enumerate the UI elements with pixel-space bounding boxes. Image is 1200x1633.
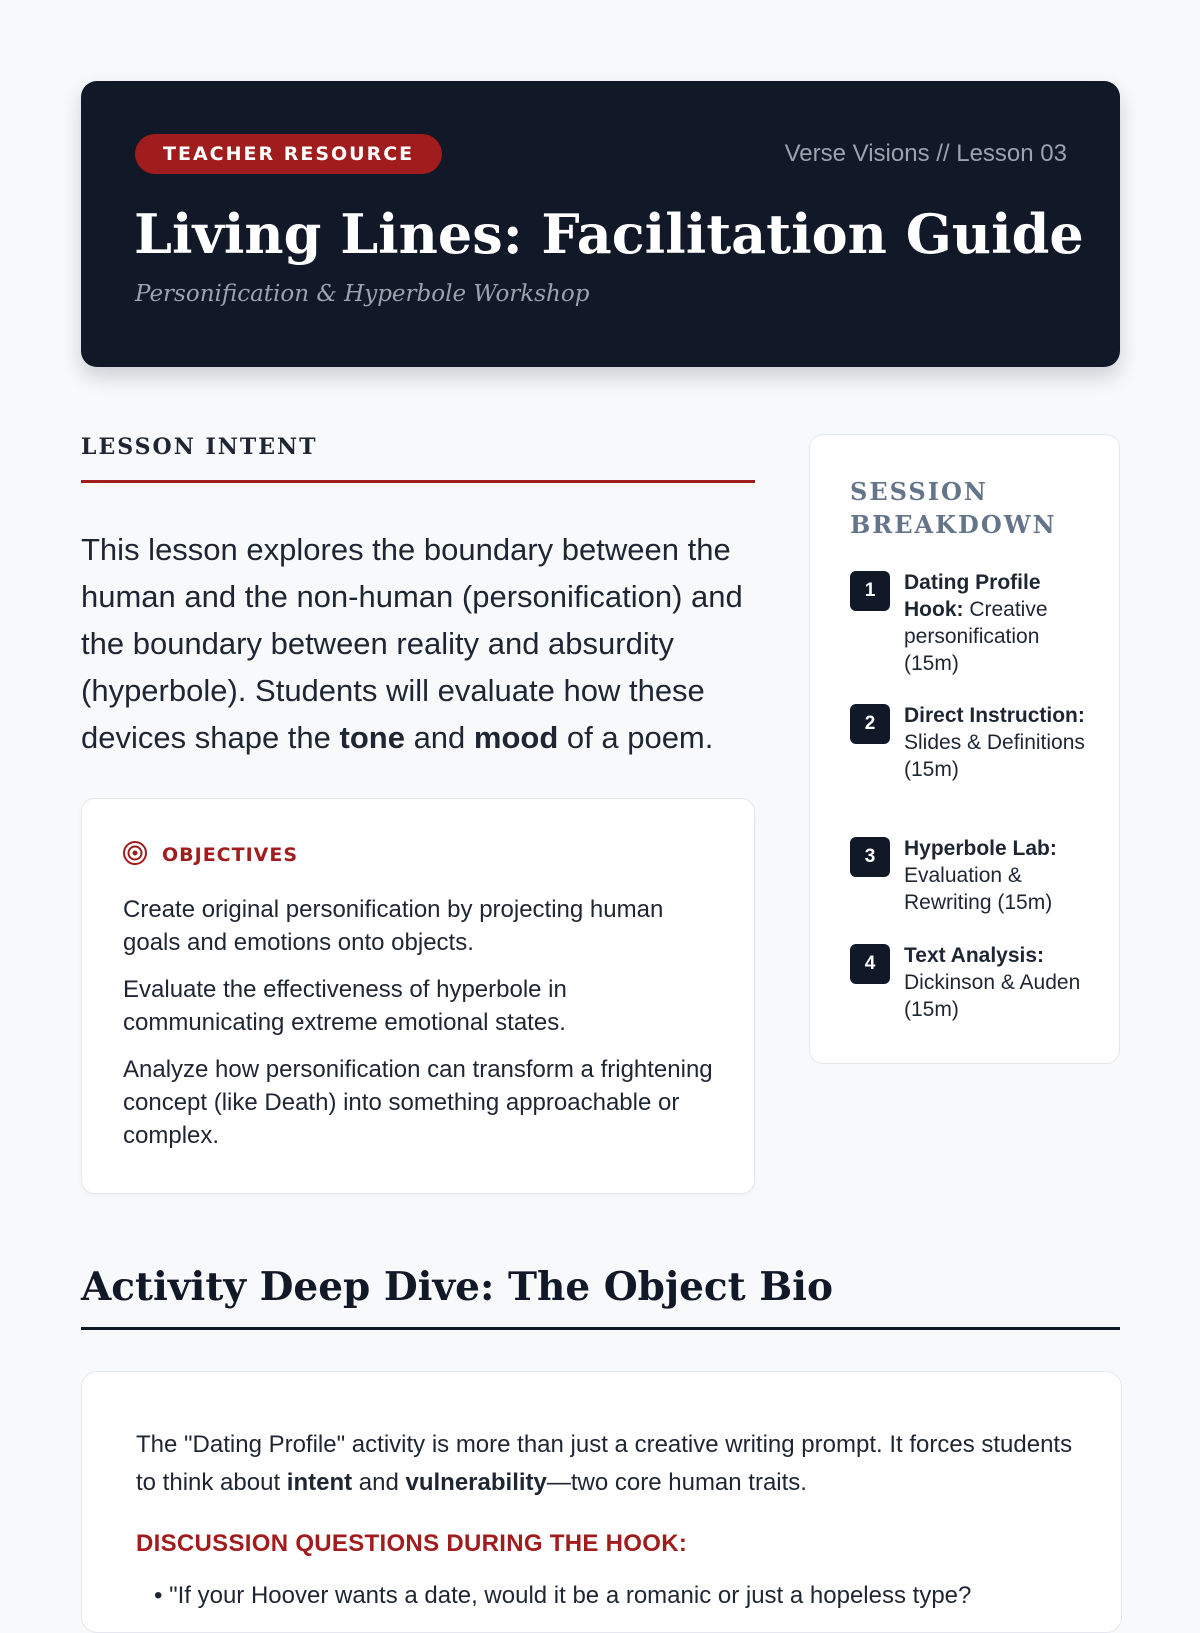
step-text: [904, 942, 1094, 1023]
step-number: 1: [850, 571, 890, 611]
activity-section-title: Activity Deep Dive: The Object Bio: [81, 1264, 834, 1310]
step-label: Hyperbole Lab:: [904, 837, 1057, 860]
objectives-card: [81, 798, 755, 1194]
lesson-intent-text: [81, 526, 761, 761]
activity-divider: [81, 1327, 1120, 1330]
step-number: 2: [850, 704, 890, 744]
lesson-intent-heading: LESSON INTENT: [81, 434, 318, 460]
page-subtitle: Personification & Hyperbole Workshop: [135, 281, 590, 307]
step-detail: Dickinson & Auden (15m): [904, 971, 1081, 1021]
intent-text-part: and: [404, 720, 474, 755]
header-banner: [81, 81, 1120, 367]
lesson-series-label: Verse Visions // Lesson 03: [784, 140, 1067, 167]
step-number: 4: [850, 944, 890, 984]
activity-bold-intent: intent: [286, 1469, 353, 1496]
step-label: Dating Profile Hook:: [904, 571, 1041, 621]
session-title-text: SESSION BREAKDOWN: [850, 477, 1057, 539]
objective-item: Analyze how personification can transform a frightening concept (like Death) into something approachable or complex.: [123, 1056, 713, 1149]
step-label: Text Analysis:: [904, 944, 1045, 967]
activity-card: [81, 1371, 1122, 1633]
session-breakdown-title: [850, 475, 1070, 541]
intent-text-part: This lesson explores the boundary between the human and the non-human (personification) and the boundary between reality and absurdity (hyperbole). Students will evaluate how these devices shape the: [81, 532, 743, 755]
session-breakdown-card: [809, 434, 1120, 1064]
discussion-questions-heading: DISCUSSION QUESTIONS DURING THE HOOK:: [136, 1530, 688, 1557]
intent-bold-tone: tone: [339, 720, 405, 755]
objective-item: Evaluate the effectiveness of hyperbole in communicating extreme emotional states.: [123, 976, 567, 1036]
intent-text-part: of a poem.: [558, 720, 714, 755]
intent-divider: [81, 480, 755, 483]
objectives-heading: OBJECTIVES: [162, 844, 299, 866]
step-text: [904, 835, 1094, 916]
teacher-resource-badge: TEACHER RESOURCE: [135, 134, 442, 174]
page-title: Living Lines: Facilitation Guide: [134, 202, 1084, 266]
activity-text-part: and: [352, 1469, 406, 1496]
step-label: Direct Instruction:: [904, 704, 1085, 727]
step-text: [904, 569, 1094, 677]
question-text: "If your Hoover wants a date, would it be a romanic or just a hopeless type?: [169, 1582, 972, 1609]
activity-intro-text: [136, 1426, 1076, 1502]
step-detail: Slides & Definitions (15m): [904, 731, 1085, 781]
intent-bold-mood: mood: [473, 720, 559, 755]
activity-text-part: The "Dating Profile" activity is more than just a creative writing prompt. It forces students to think about: [136, 1431, 1073, 1496]
activity-bold-vulnerability: vulnerability: [405, 1469, 547, 1496]
step-detail: Evaluation & Rewriting (15m): [904, 864, 1053, 914]
discussion-question-item: • "If your Hoover wants a date, would it be a romanic or just a hopeless type?: [154, 1582, 972, 1609]
objectives-list: [123, 893, 723, 1166]
objectives-header: [122, 841, 298, 869]
step-detail: Creative personification (15m): [904, 598, 1048, 675]
activity-text-part: —two core human traits.: [546, 1469, 807, 1496]
step-text: [904, 702, 1094, 783]
target-icon: [122, 840, 148, 871]
step-number: 3: [850, 837, 890, 877]
objective-item: Create original personification by projecting human goals and emotions onto objects.: [123, 896, 664, 956]
